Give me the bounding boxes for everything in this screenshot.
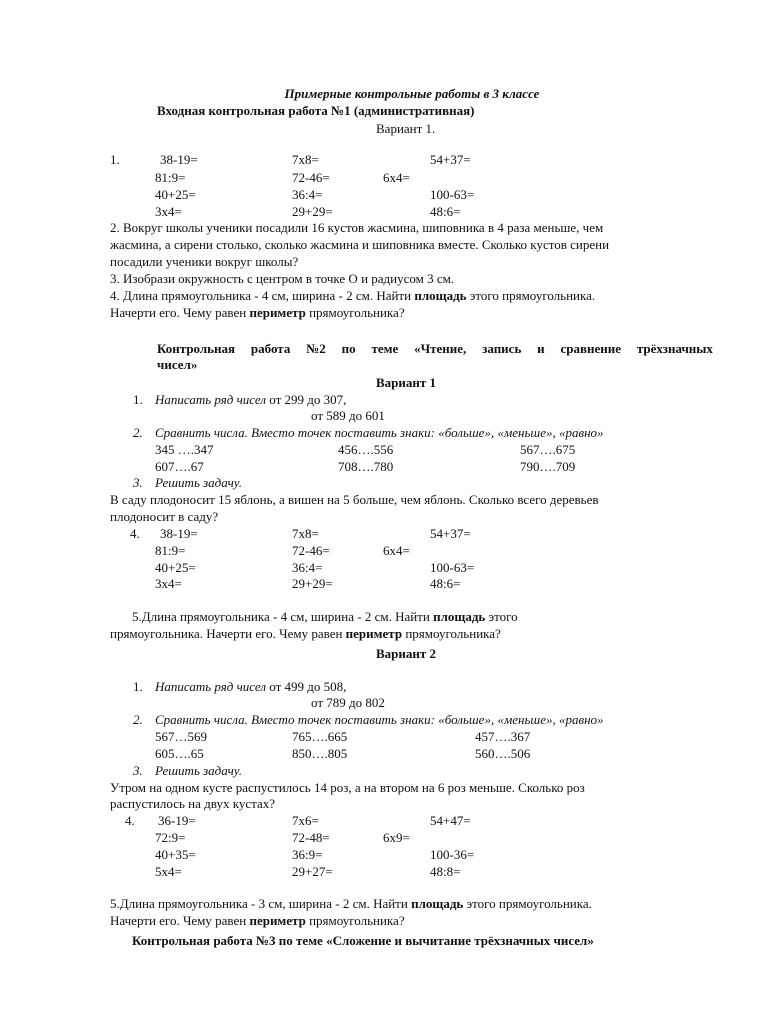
example: 29+29= [292,204,333,219]
problem-line: Утром на одном кусте распустилось 14 роз, а на втором на 6 роз меньше. Сколько роз [110,780,585,795]
cw2-v1-task1-range2: от 589 до 601 [311,408,385,423]
example: 72-48= [292,830,330,845]
example: 100-63= [430,560,475,575]
example: 6х4= [383,543,410,558]
page-title: Примерные контрольные работы в 3 классе [284,86,540,101]
comparison: 765….665 [292,729,348,744]
cw2-v2-task5-line: 5.Длина прямоугольника - 3 см, ширина - 2 см. Найти площадь этого прямоугольника. [110,896,592,911]
example: 5х4= [155,864,182,879]
cw2-title-line: Контрольная работа №2 по теме «Чтение, запись и сравнение трёхзначных [157,341,713,356]
cw1-task2-line: 2. Вокруг школы ученики посадили 16 кустов жасмина, шиповника в 4 раза меньше, чем [110,220,604,235]
cw1-task2-line: жасмина, а сирени столько, сколько жасмина и шиповника вместе. Сколько кустов сирени [110,237,610,252]
cw1-task4-line: 4. Длина прямоугольника - 4 см, ширина - 2 см. Найти площадь этого прямоугольника. [110,288,596,303]
example: 100-36= [430,847,475,862]
cw1-variant: Вариант 1. [376,121,436,136]
example: 40+25= [155,187,196,202]
task-number: 2. [133,425,143,440]
cw2-v2-task2: Сравнить числа. Вместо точек поставить знаки: «больше», «меньше», «равно» [155,712,604,727]
cw2-v1-task3: Решить задачу. [155,475,242,490]
cw2-v1-label: Вариант 1 [376,375,437,390]
cw2-v2-task3: Решить задачу. [155,763,242,778]
example: 48:6= [430,204,461,219]
cw3-title: Контрольная работа №3 по теме «Сложение и вычитание трёхзначных чисел» [132,933,594,948]
example: 7х8= [292,526,319,541]
example: 7х6= [292,813,319,828]
comparison: 456….556 [338,442,394,457]
example: 38-19= [160,526,198,541]
problem-line: распустилось на двух кустах? [110,796,275,811]
example: 48:6= [430,576,461,591]
cw2-v2-task1: Написать ряд чисел от 499 до 508, [155,679,347,694]
example: 38-19= [160,152,198,167]
comparison: 790….709 [520,459,576,474]
example: 40+25= [155,560,196,575]
example: 40+35= [155,847,196,862]
example: 36-19= [158,813,196,828]
task-number: 4. [130,526,140,541]
example: 29+27= [292,864,333,879]
example: 36:4= [292,560,323,575]
example: 81:9= [155,170,186,185]
cw1-task2-line: посадили ученики вокруг школы? [110,254,299,269]
cw2-v2-task1-range2: от 789 до 802 [311,695,385,710]
task-number: 2. [133,712,143,727]
comparison: 560….506 [475,746,531,761]
cw1-title: Входная контрольная работа №1 (административная) [157,103,475,118]
task-number: 1. [133,679,143,694]
cw2-v2-label: Вариант 2 [376,646,437,661]
cw2-v1-task2: Сравнить числа. Вместо точек поставить знаки: «больше», «меньше», «равно» [155,425,604,440]
example: 6х9= [383,830,410,845]
example: 36:4= [292,187,323,202]
example: 72-46= [292,543,330,558]
comparison: 607….67 [155,459,204,474]
example: 54+37= [430,152,471,167]
example: 6х4= [383,170,410,185]
example: 72:9= [155,830,186,845]
example: 29+29= [292,576,333,591]
example: 48:8= [430,864,461,879]
comparison: 708….780 [338,459,394,474]
comparison: 567…569 [155,729,207,744]
cw2-title-line: чисел» [157,357,198,372]
cw2-v1-task5-line: 5.Длина прямоугольника - 4 см, ширина - 2 см. Найти площадь этого [132,609,518,624]
cw1-task3: 3. Изобрази окружность с центром в точке О и радиусом 3 см. [110,271,455,286]
example: 7х8= [292,152,319,167]
example: 72-46= [292,170,330,185]
cw2-v2-task5-line: Начерти его. Чему равен периметр прямоугольника? [110,913,405,928]
example: 54+47= [430,813,471,828]
task-number: 3. [133,475,143,490]
cw1-task4-line: Начерти его. Чему равен периметр прямоугольника? [110,305,405,320]
problem-line: В саду плодоносит 15 яблонь, а вишен на 5 больше, чем яблонь. Сколько всего деревьев [110,492,599,507]
example: 3х4= [155,576,182,591]
example: 100-63= [430,187,475,202]
example: 3х4= [155,204,182,219]
comparison: 567….675 [520,442,576,457]
comparison: 850….805 [292,746,348,761]
example: 81:9= [155,543,186,558]
task-number: 4. [125,813,135,828]
comparison: 605….65 [155,746,204,761]
comparison: 345 ….347 [155,442,214,457]
comparison: 457….367 [475,729,531,744]
task-number: 1. [133,392,143,407]
cw2-v1-task5-line: прямоугольника. Начерти его. Чему равен периметр прямоугольника? [110,626,501,641]
cw1-task1-number: 1. [110,152,120,167]
example: 54+37= [430,526,471,541]
problem-line: плодоносит в саду? [110,509,219,524]
cw2-v1-task1: Написать ряд чисел от 299 до 307, [155,392,347,407]
task-number: 3. [133,763,143,778]
example: 36:9= [292,847,323,862]
